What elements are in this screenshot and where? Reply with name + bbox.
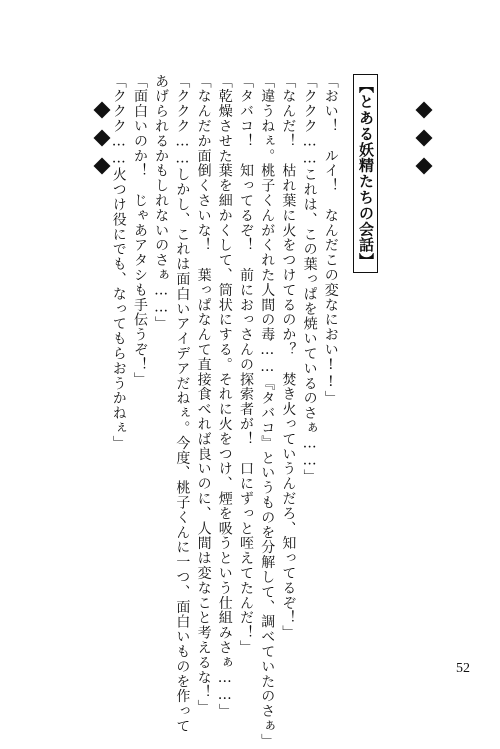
- dialogue-line: 「ククク……これは、この葉っぱを焼いているのさぁ……」: [301, 74, 318, 485]
- section-title-line: [353, 74, 378, 644]
- dialogue-line: 「なんだ！ 枯れ葉に火をつけてるのか？ 焚き火っていうんだろ、知ってるぞ！」: [280, 74, 297, 641]
- dialogue-line: あげられるかもしれないのさぁ……」: [153, 74, 170, 332]
- section-title: 【とある妖精たちの会話】: [353, 74, 378, 273]
- page-number: 52: [456, 661, 470, 676]
- diamond-ornament: [416, 102, 433, 119]
- diamond-ornament: [416, 158, 433, 175]
- dialogue-line: 「ククク……火つけ役にでも、なってもらおうかねぇ」: [110, 74, 127, 451]
- story-text-column: [108, 74, 378, 749]
- dialogue-line: 「違うねぇ。桃子くんがくれた人間の毒……『タバコ』というものを分解して、調べていたのさぁ」: [259, 74, 276, 749]
- dialogue-line: 「なんだか面倒くさいな！ 葉っぱなんて直接食べれば良いのに、人間は変なこと考えるな！」: [195, 74, 212, 715]
- diamond-ornament: [416, 130, 433, 147]
- dialogue-line: 「ククク……しかし、これは面白いアイデアだねぇ。今度、桃子くんに一つ、面白いものを作って: [174, 74, 191, 734]
- dialogue-line: 「タバコ！ 知ってるぞ！ 前におっさんの探索者が！ 口にずっと咥えてたんだ！」: [237, 74, 254, 656]
- dialogue-line: 「面白いのか！ じゃあアタシも手伝うぞ！」: [131, 74, 148, 387]
- dialogue-line: 「おい！ ルイ！ なんだこの変なにおい!!」: [322, 74, 339, 406]
- dialogue-line: 「乾燥させた葉を細かくして、筒状にする。それに火をつけ、煙を吸うという仕組みさぁ……」: [216, 74, 233, 719]
